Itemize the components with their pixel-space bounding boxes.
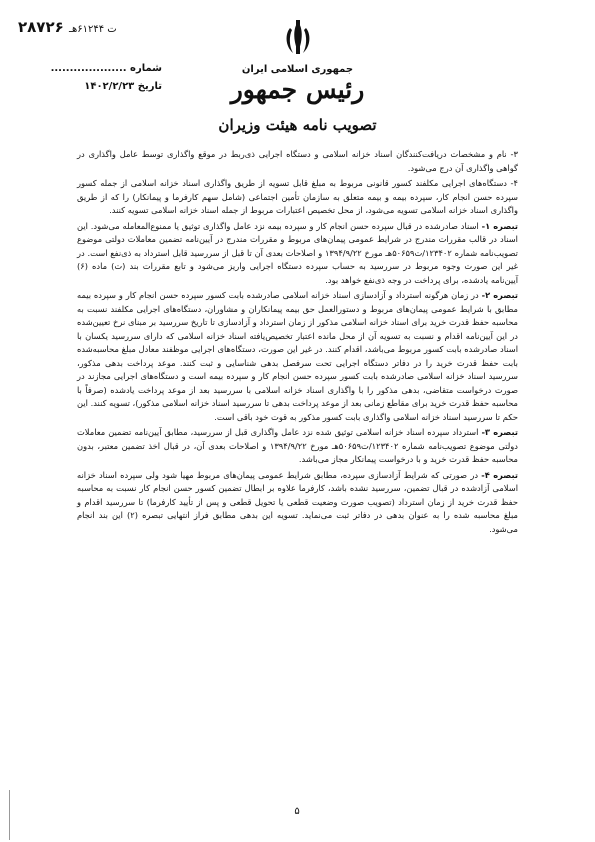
paragraph: تبصره ۴- در صورتی که شرایط آزادسازی سپرده، مطابق شرایط عمومی پیمان‌های مربوط مهیا شود ولی سپرده اسناد خزانه اسلامی آزادشده در قبال تضمین، سررسید نشده باشد، کارفرما علاوه بر ابطال تضمین کسور حسن انجام کار نسبت به محاسبه حفظ قدرت خرید از زمان استرداد (تصویب صورت وضعیت قطعی یا تحویل قطعی و پس از تأیید کارفرما) تا سررسید اقدام و مبلغ محاسبه شده را به عنوان بدهی در دفاتر ثبت می‌نماید. تسویه این بدهی مطابق فراز انتهایی تبصره (۲) این بند انجام می‌شود. (77, 469, 519, 534)
iran-emblem-icon (281, 18, 315, 58)
paragraph: تبصره ۱- اسناد صادرشده در قبال سپرده حسن انجام کار و سپرده بیمه نزد عامل واگذاری توثیق یا ممنوع‌المعامله می‌شود. این اسناد در قالب مقررات مندرج در شرایط عمومی پیمان‌های مربوط و مقررات مندرج در آیین‌نامه تضمین معاملات دولتی موضوع تصویب‌نامه شماره ۱۲۳۴۰۲/ت۵۰۶۵۹هـ مورخ ۱۳۹۴/۹/۲۲ و اصلاحات بعدی آن تا قبل از سررسید قابل استرداد به ذی‌نفع است. در غیر این صورت وجوه مربوط در سررسید به حساب سپرده دستگاه اجرایی واریز می‌شود و تابع مقررات بند (ت) ماده (۶) آیین‌نامه یادشده، برای پرداخت در وجه ذی‌نفع خواهد بود. (77, 220, 518, 285)
page-number: ۵ (294, 806, 300, 817)
paragraph: ۴- دستگاه‌های اجرایی مکلفند کسور قانونی مربوط به مبلغ قابل تسویه از طریق واگذاری اسناد خزانه اسلامی از جمله کسور سپرده حسن انجام کار، سپرده بیمه و بیمه متعلق به سازمان تأمین اجتماعی (شامل سهم کارفرما و پیمانکار) را که از طریق واگذاری اسناد خزانه اسلامی تسویه می‌شود، از محل تخصیص اعتبارات مربوط از جمله اسناد خزانه اسلامی تسویه کنند. (77, 178, 518, 215)
paragraph: تبصره ۲- در زمان هرگونه استرداد و آزادسازی اسناد خزانه اسلامی صادرشده بابت کسور سپرده حسن انجام کار و سپرده بیمه مطابق با شرایط عمومی پیمان‌های مربوط و دستورالعمل حق بیمه پیمانکاران و مشاوران، دستگاه‌های اجرایی مکلفند نسبت به محاسبه حفظ قدرت خرید برای اسناد خزانه اسلامی مذکور از زمان استرداد و آزادسازی تا تاریخ سررسید بر مبنای نرخ تعیین‌شده در این آیین‌نامه اقدام و نسبت به تسویه آن از محل مانده اعتبار تخصیص‌یافته اسناد خزانه اسلامی که دارای سررسید یکسان با اسناد صادرشده بابت کسور مربوط می‌باشد، اقدام کنند. در غیر این صورت، دستگاه‌های اجرایی موظفند معادل مبلغ محاسبه‌شده بابت حفظ قدرت خرید را در دفاتر دستگاه اجرایی تحت سرفصل بدهی شناسایی و ثبت کنند. موعد پرداخت بدهی مذکور، سررسید اسناد خزانه اسلامی صادرشده بابت کسور سپرده حسن انجام کار و سپرده بیمه است و دستگاه‌های اجرایی مجازند در صورت درخواست متقاضی، بدهی مذکور را با واگذاری اسناد خزانه اسلامی با سررسید بعد از موعد پرداخت یادشده (صرفاً با محاسبه حفظ قدرت خرید برای مقاطع زمانی بعد از موعد پرداخت بدهی تا سررسید اسناد خزانه اسلامی مذکور)، تسویه کنند. این حکم تا سررسید اسناد خزانه اسلامی واگذاری بابت کسور مذکور به قوت خود باقی است. (77, 290, 518, 422)
cabinet-title: تصویب نامه هیئت وزیران (218, 116, 377, 134)
paragraph: تبصره ۳- استرداد سپرده اسناد خزانه اسلامی توثیق شده نزد عامل واگذاری قبل از سررسید، مطابق آیین‌نامه تضمین معاملات دولتی موضوع تصویب‌نامه شماره ۱۲۳۴۰۲/ت۵۰۶۵۹هـ مورخ ۱۳۹۴/۹/۲۲ و اصلاحات بعدی آن، در قبال اخذ تضمین معتبر، بدون محاسبه حفظ قدرت خرید و با درخواست پیمانکار مجاز می‌باشد. (77, 427, 518, 464)
republic-title: جمهوری اسلامی ایران (241, 64, 354, 75)
header-titles (200, 64, 395, 105)
letter-number-value: ۲۸۷۲۶ (18, 18, 64, 36)
president-title: رئیس جمهور (230, 75, 365, 104)
shomareh-label: شماره (130, 63, 162, 74)
letter-number-label: ت ۶۱۲۴۴هـ (69, 24, 117, 35)
letter-meta (22, 60, 162, 96)
shomareh-row (22, 60, 162, 78)
body-text (77, 148, 518, 538)
date-value: ۱۴۰۲/۲/۲۳ (84, 81, 135, 92)
paragraph: ۳- نام و مشخصات دریافت‌کنندگان اسناد خزانه اسلامی و دستگاه اجرایی ذی‌ربط در موقع واگذاری توسط عامل واگذاری در گواهی واگذاری آن درج می‌شود. (77, 149, 518, 173)
date-row (22, 78, 162, 96)
page-edge-line (9, 790, 10, 840)
shomareh-value: .................... (50, 63, 127, 74)
letter-number (18, 18, 121, 36)
date-label: تاریخ (137, 81, 162, 92)
